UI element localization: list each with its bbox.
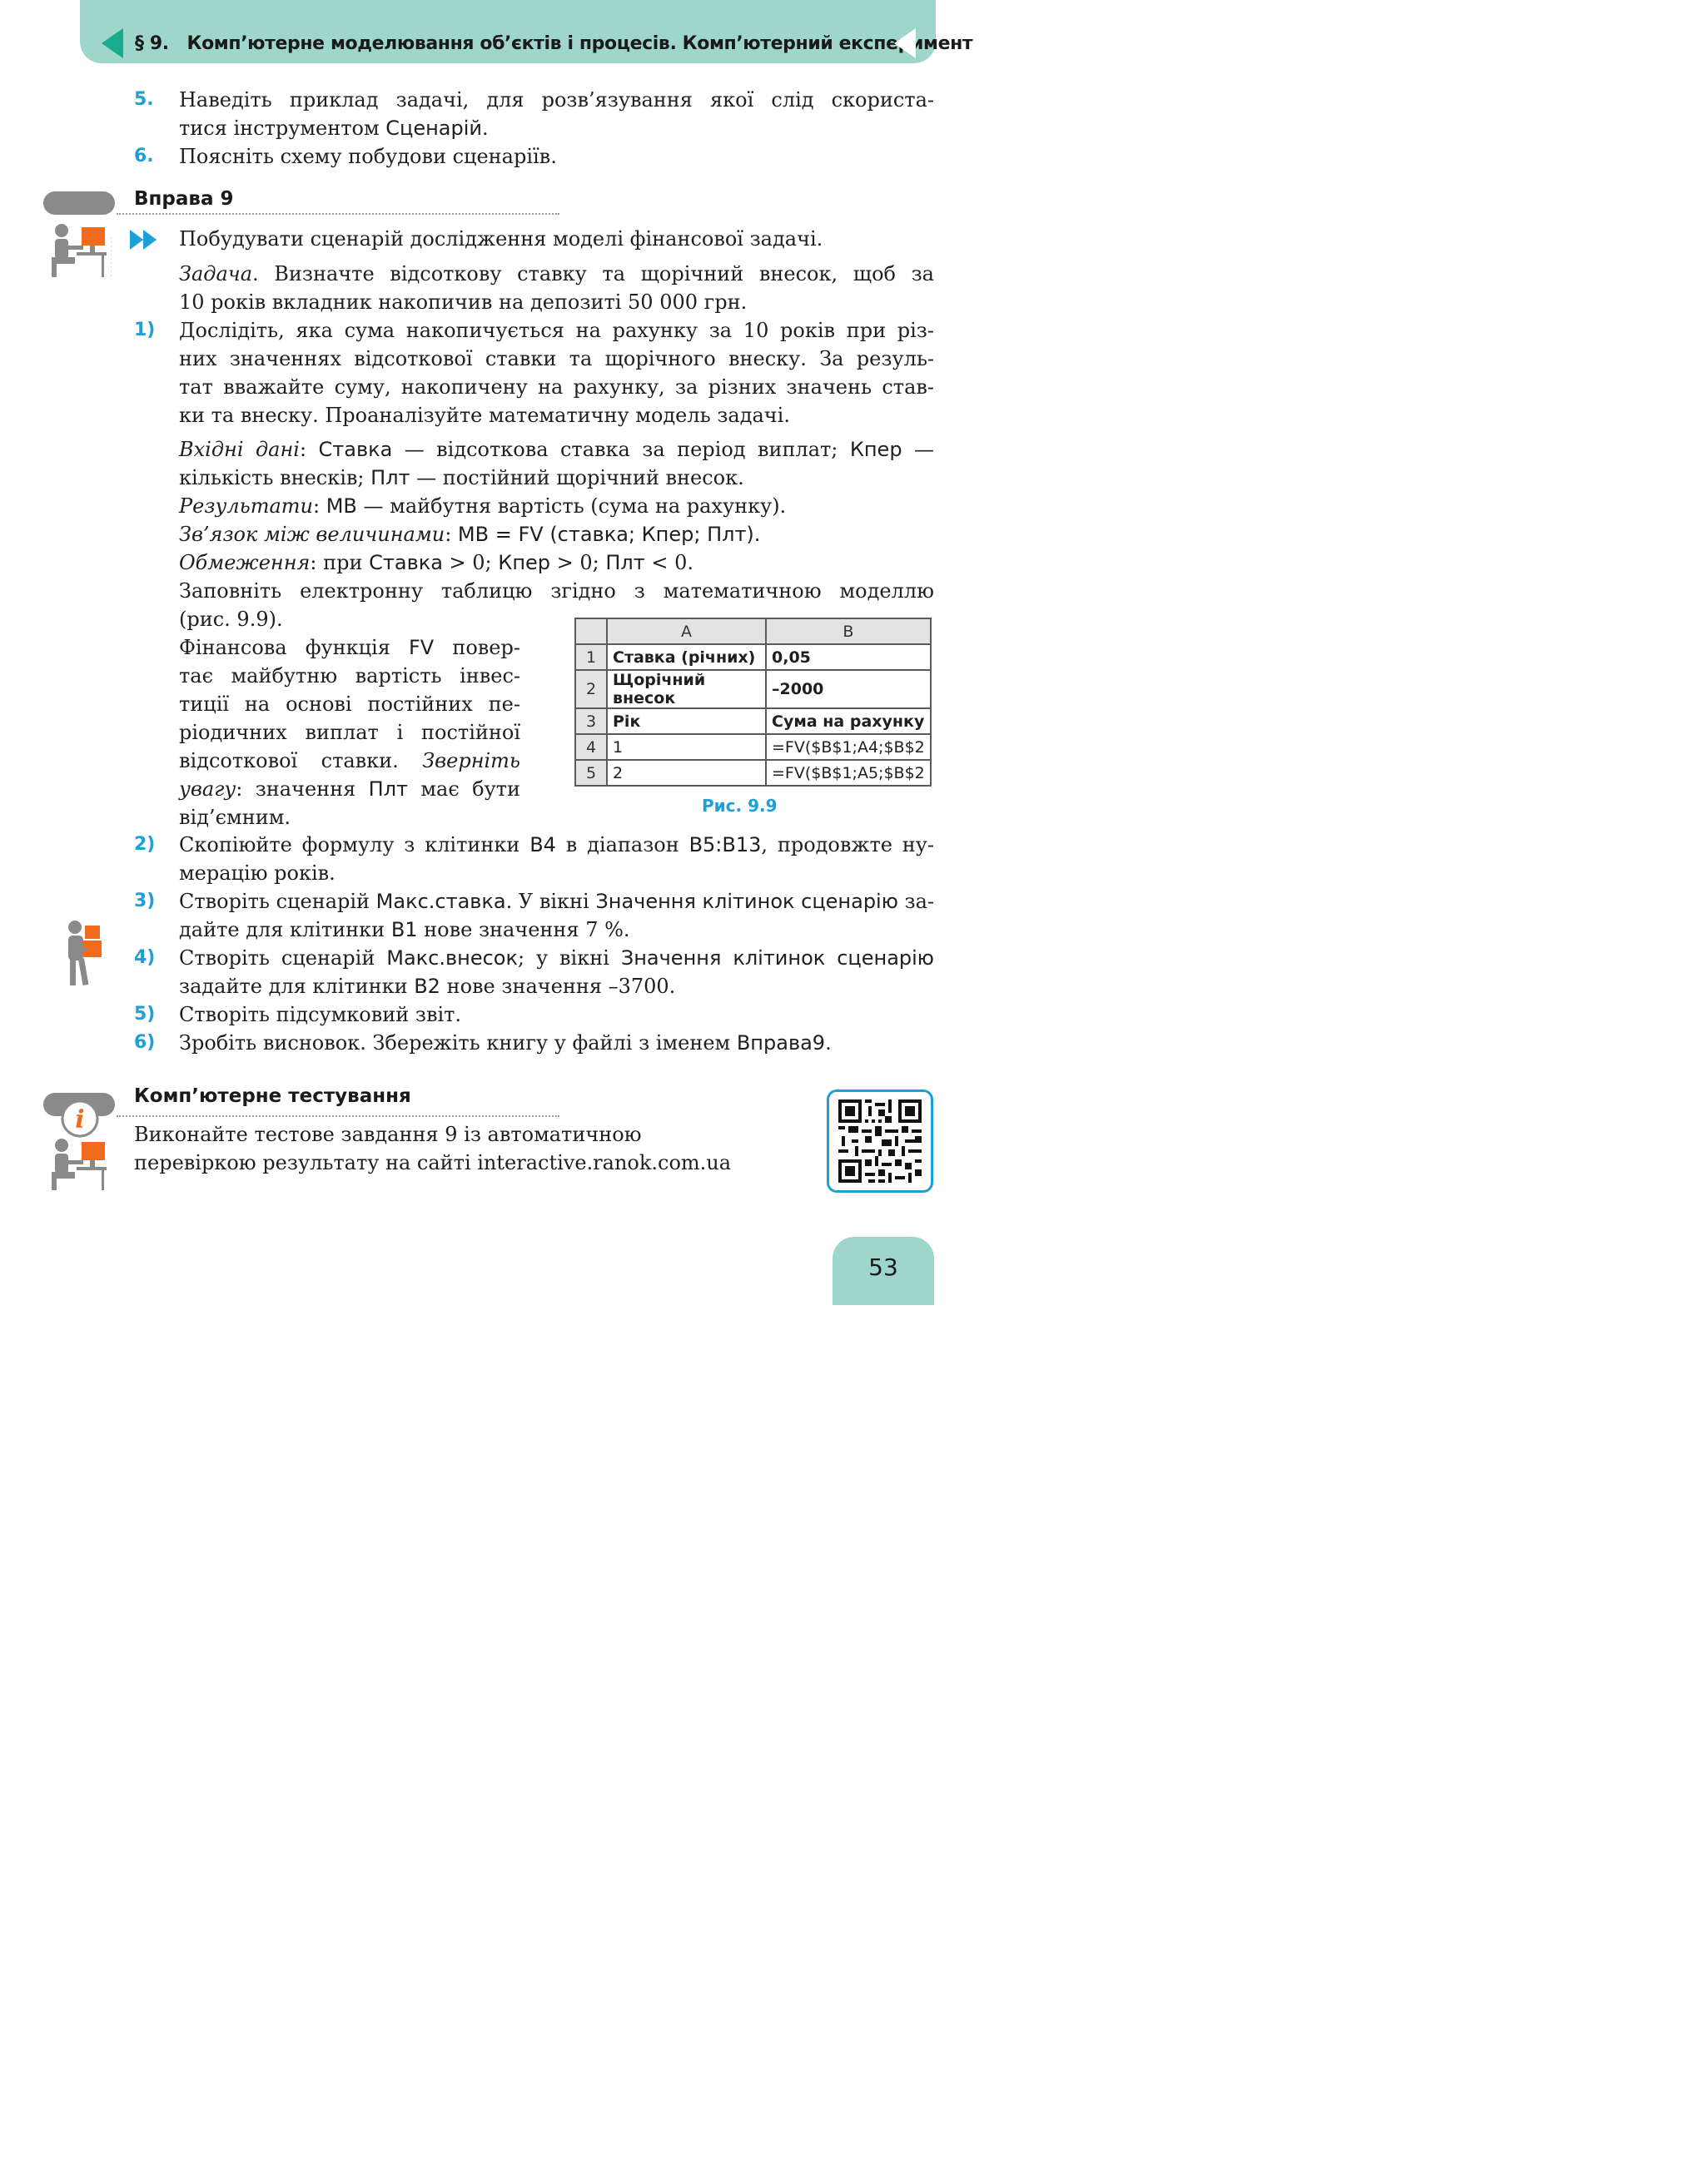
page-number: 53 xyxy=(868,1253,898,1281)
step-number: 1) xyxy=(134,320,156,340)
text-part: : xyxy=(313,494,326,518)
info-letter: i xyxy=(75,1105,85,1134)
title-underline xyxy=(117,1115,559,1117)
text-part: функція xyxy=(305,636,390,659)
input-label: Вхідні дані xyxy=(179,438,300,461)
step-text: тат вважайте суму, накопичену на рахунку, за різних значень став- xyxy=(179,375,934,399)
cell-a: 1 xyxy=(607,734,766,760)
title-underline xyxy=(117,213,559,215)
term-pmt: Плт xyxy=(368,777,409,801)
testing-text: перевіркою результату на сайті interactive.ranok.com.ua xyxy=(134,1151,732,1174)
text-part: — xyxy=(902,438,934,461)
row-number: 4 xyxy=(575,734,607,760)
text-part: , продовжте ну- xyxy=(761,833,935,856)
step-number: 4) xyxy=(134,947,156,968)
cell-ref: B2 xyxy=(414,975,440,998)
fv-text xyxy=(179,775,520,803)
text-part: нове значення 7 %. xyxy=(417,918,630,941)
text-part: Фінансова xyxy=(179,636,287,659)
header-title xyxy=(135,33,972,54)
text-part: Створіть сценарій xyxy=(179,890,376,913)
term-fv: МВ xyxy=(326,494,357,518)
forward-triangle-icon xyxy=(894,28,916,58)
cell-b: 0,05 xyxy=(766,644,931,670)
window-name: Значення клітинок сценарію xyxy=(595,890,898,913)
step-number: 6) xyxy=(134,1032,156,1053)
attention-label: увагу xyxy=(179,777,236,801)
text-part: ; у вікні xyxy=(517,946,621,970)
text-part: має бути xyxy=(408,777,520,801)
text-part: < 0. xyxy=(644,551,694,574)
relation-label: Зв’язок між величинами xyxy=(179,523,445,546)
figure-caption: Рис. 9.9 xyxy=(702,796,778,816)
question-text: Поясніть схему побудови сценаріїв. xyxy=(179,145,557,168)
spreadsheet-figure xyxy=(574,618,932,787)
text-part: Створіть сценарій xyxy=(179,946,387,970)
limits-line xyxy=(179,548,693,577)
text-part: : при xyxy=(310,551,370,574)
step-text: мерацію років. xyxy=(179,861,336,885)
text-part: : xyxy=(445,523,458,546)
range-ref: B5:B13 xyxy=(688,833,762,856)
relation-formula: МВ = FV (ставка; Кпер; Плт). xyxy=(457,523,761,546)
text-part: — майбутня вартість (сума на рахунку). xyxy=(356,494,787,518)
exercise-title: Вправа 9 xyxy=(134,188,234,210)
step-number: 5) xyxy=(134,1004,156,1025)
text-part: повер- xyxy=(452,636,520,659)
testing-text: Виконайте тестове завдання 9 із автоматичною xyxy=(134,1123,642,1146)
table-row xyxy=(575,644,931,670)
text-part: — відсоткова ставка за період виплат; xyxy=(392,438,850,461)
row-number: 3 xyxy=(575,708,607,734)
fv-text xyxy=(179,747,520,775)
cell-a: Рік xyxy=(607,708,766,734)
sheet-header-row xyxy=(575,618,931,644)
input-data-line xyxy=(179,464,744,492)
step-text: них значеннях відсоткової ставки та щорічного внеску. За резуль- xyxy=(179,347,934,370)
step-text: ки та внеску. Проаналізуйте математичну модель задачі. xyxy=(179,404,790,427)
fv-text xyxy=(179,633,520,662)
fill-instruction: (рис. 9.9). xyxy=(179,608,283,631)
task-text-part: . Визначте відсоткову ставку та щорічний внесок, щоб за xyxy=(252,262,934,285)
step-text xyxy=(179,972,675,1000)
row-number: 5 xyxy=(575,760,607,786)
scenario-name: Макс.ставка xyxy=(375,890,506,913)
term-pmt: Плт xyxy=(370,466,410,489)
table-row xyxy=(575,760,931,786)
text-part: > 0; xyxy=(550,551,606,574)
computer-user-icon xyxy=(45,221,112,280)
question-number: 5. xyxy=(134,89,154,110)
info-computer-user-icon xyxy=(45,1100,115,1192)
text-part: : xyxy=(299,438,319,461)
section-title: Комп’ютерне моделювання об’єктів і процесів. Комп’ютерний експеримент xyxy=(186,33,973,54)
limits-label: Обмеження xyxy=(179,551,311,574)
row-number: 1 xyxy=(575,644,607,670)
cell-b: –2000 xyxy=(766,670,931,708)
results-label: Результати xyxy=(179,494,313,518)
qr-code-icon xyxy=(838,1099,922,1183)
file-name: Вправа9 xyxy=(736,1031,826,1055)
cell-b: =FV($B$1;A4;$B$2 xyxy=(766,734,931,760)
input-data-line xyxy=(179,435,934,464)
fv-text: ріодичних виплат і постійної xyxy=(179,721,520,744)
section-number: § 9. xyxy=(135,33,169,54)
results-line xyxy=(179,492,786,520)
question-text: Наведіть приклад задачі, для розв’язування якої слід скориста- xyxy=(179,88,934,112)
attention-label: Зверніть xyxy=(422,749,520,772)
table-row xyxy=(575,670,931,708)
question-number: 6. xyxy=(134,146,154,166)
text-part: Зробіть висновок. Збережіть книгу у файлі з іменем xyxy=(179,1031,737,1055)
step-number: 2) xyxy=(134,834,156,855)
term-rate: Ставка xyxy=(369,551,443,574)
term-nper: Кпер xyxy=(498,551,551,574)
step-text xyxy=(179,916,630,944)
cell-b: =FV($B$1;A5;$B$2 xyxy=(766,760,931,786)
text-part: відсоткової ставки. xyxy=(179,749,423,772)
fv-text: тиції на основі постійних пе- xyxy=(179,692,520,716)
text-part: . У вікні xyxy=(505,890,596,913)
fv-text: від’ємним. xyxy=(179,806,291,829)
table-row xyxy=(575,734,931,760)
step-text xyxy=(179,944,934,972)
page-number-tab xyxy=(833,1237,934,1305)
text-part: в діапазон xyxy=(555,833,689,856)
text-part: за- xyxy=(897,890,935,913)
text-part: > 0; xyxy=(442,551,499,574)
cell-b: Сума на рахунку xyxy=(766,708,931,734)
window-name: Значення клітинок сценарію xyxy=(620,946,935,970)
cell-a: 2 xyxy=(607,760,766,786)
scenario-name: Макс.внесок xyxy=(386,946,518,970)
relation-line xyxy=(179,520,760,548)
text-part: — постійний щорічний внесок. xyxy=(410,466,744,489)
section-marker xyxy=(43,191,115,215)
step-text xyxy=(179,1029,832,1057)
person-carrying-boxes-icon xyxy=(63,919,105,989)
text-part: нове значення –3700. xyxy=(440,975,676,998)
step-text xyxy=(179,887,934,916)
task-text xyxy=(179,260,934,288)
term-pmt: Плт xyxy=(605,551,645,574)
text-part: . xyxy=(825,1031,832,1055)
table-row xyxy=(575,708,931,734)
step-number: 3) xyxy=(134,891,156,911)
step-text xyxy=(179,831,934,859)
task-label: Задача xyxy=(179,262,253,285)
corner-cell xyxy=(575,618,607,644)
task-text: 10 років вкладник накопичив на депозиті 50 000 грн. xyxy=(179,290,748,314)
text-part: кількість внесків; xyxy=(179,466,371,489)
cell-ref: B4 xyxy=(529,833,556,856)
cell-ref: B1 xyxy=(390,918,418,941)
column-header: A xyxy=(607,618,766,644)
text-part: дайте для клітинки xyxy=(179,918,391,941)
fv-text: тає майбутню вартість інвес- xyxy=(179,664,520,687)
question-text: тися інструментом Сценарій. xyxy=(179,117,489,140)
exercise-goal: Побудувати сценарій дослідження моделі фінансової задачі. xyxy=(179,227,823,251)
text-part: Скопіюйте формулу з клітинки xyxy=(179,833,530,856)
fill-instruction: Заповніть електронну таблицю згідно з математичною моделлю xyxy=(179,579,934,603)
text-part: : значення xyxy=(236,777,369,801)
fast-forward-icon xyxy=(130,230,158,250)
step-text: Дослідіть, яка сума накопичується на рахунку за 10 років при різ- xyxy=(179,319,934,342)
term-fv-function: FV xyxy=(408,636,435,659)
testing-title: Комп’ютерне тестування xyxy=(134,1085,411,1107)
page-header xyxy=(80,0,973,63)
cell-a: Щорічний внесок xyxy=(607,670,766,708)
text-part: задайте для клітинки xyxy=(179,975,415,998)
term-rate: Ставка xyxy=(318,438,393,461)
term-nper: Кпер xyxy=(849,438,902,461)
step-text: Створіть підсумковий звіт. xyxy=(179,1003,462,1026)
cell-a: Ставка (річних) xyxy=(607,644,766,670)
qr-code-link[interactable] xyxy=(827,1090,933,1193)
row-number: 2 xyxy=(575,670,607,708)
back-triangle-icon xyxy=(102,28,123,58)
column-header: B xyxy=(766,618,931,644)
